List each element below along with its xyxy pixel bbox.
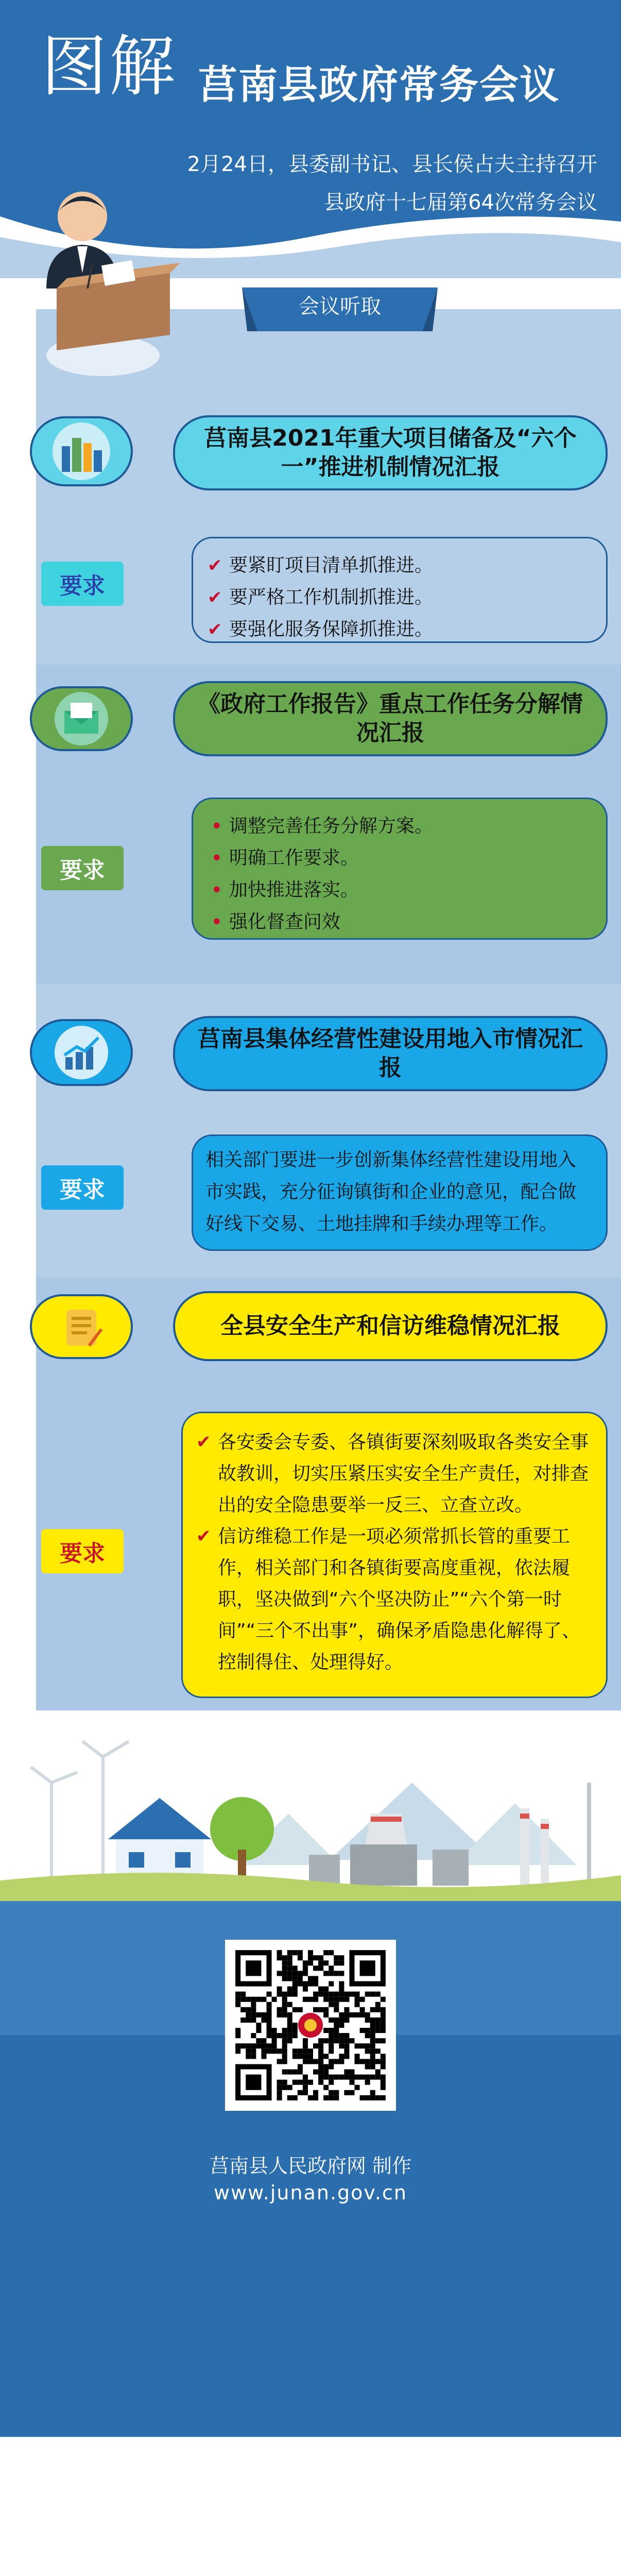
item1-icon-pill bbox=[30, 416, 133, 486]
page-title: 莒南县政府常务会议 bbox=[198, 62, 560, 108]
item3-title: 莒南县集体经营性建设用地入市情况汇报 bbox=[173, 1016, 608, 1091]
footer-producer: 莒南县人民政府网 制作 bbox=[209, 2155, 412, 2177]
item1-title: 莒南县2021年重大项目储备及“六个一”推进机制情况汇报 bbox=[173, 415, 608, 490]
city-landscape-illustration bbox=[0, 1710, 621, 1906]
list-item: • 加快推进落实。 bbox=[208, 874, 592, 906]
list-item: • 明确工作要求。 bbox=[208, 842, 592, 874]
city-buildings-icon bbox=[50, 420, 112, 482]
list-item: • 调整完善任务分解方案。 bbox=[208, 810, 592, 842]
scroll-icon bbox=[53, 1298, 110, 1355]
item4-icon-pill bbox=[30, 1294, 133, 1359]
item1-requirement-badge: 要求 bbox=[41, 562, 124, 606]
item2-requirements-box bbox=[192, 798, 608, 940]
item3-requirements-box bbox=[192, 1134, 608, 1251]
item3-icon-pill bbox=[30, 1019, 133, 1086]
list-item: ✔ 信访维稳工作是一项必须常抓长管的重要工作，相关部门和各镇街要高度重视，依法履职，坚决做到“六个坚决防止”“六个第一时间”“三个不出事”，确保矛盾隐患化解得了、控制得住、处理得好。 bbox=[196, 1521, 593, 1678]
page-title-prefix: 图解 bbox=[41, 28, 178, 105]
item4-title: 全县安全生产和信访维稳情况汇报 bbox=[173, 1291, 608, 1361]
item1-requirements-box bbox=[192, 537, 608, 643]
section-label: 会议听取 bbox=[299, 295, 381, 318]
qr-code-graphic bbox=[225, 1940, 396, 2111]
item3-requirement-badge: 要求 bbox=[41, 1165, 124, 1210]
list-item: ✔ 各安委会专委、各镇街要深刻吸取各类安全事故教训，切实压紧压实安全生产责任，对排查出的安全隐患要举一反三、立查立改。 bbox=[196, 1427, 593, 1521]
speaker-podium-illustration bbox=[26, 185, 180, 381]
qr-code[interactable] bbox=[225, 1940, 396, 2111]
item4-requirements-box bbox=[181, 1412, 608, 1698]
list-item: ✔ 要严格工作机制抓推进。 bbox=[208, 582, 592, 614]
item4-requirement-badge: 要求 bbox=[41, 1529, 124, 1573]
footer-website-link[interactable]: www.junan.gov.cn bbox=[214, 2181, 407, 2204]
header-subtitle-line2: 县政府十七届第64次常务会议 bbox=[324, 191, 597, 214]
header-subtitle-line1: 2月24日，县委副书记、县长侯占夫主持召开 bbox=[187, 152, 597, 176]
item3-paragraph: 相关部门要进一步创新集体经营性建设用地入市实践，充分征询镇街和企业的意见，配合做好线下交易、土地挂牌和手续办理等工作。 bbox=[205, 1149, 577, 1234]
list-item: • 强化督查问效 bbox=[208, 906, 592, 938]
item2-requirement-badge: 要求 bbox=[41, 846, 124, 890]
item2-title: 《政府工作报告》重点工作任务分解情况汇报 bbox=[173, 681, 608, 756]
item2-icon-pill bbox=[30, 686, 133, 751]
list-item: ✔ 要强化服务保障抓推进。 bbox=[208, 614, 592, 646]
list-item: ✔ 要紧盯项目清单抓推进。 bbox=[208, 550, 592, 582]
growth-chart-icon bbox=[53, 1024, 110, 1081]
envelope-icon bbox=[53, 690, 110, 747]
